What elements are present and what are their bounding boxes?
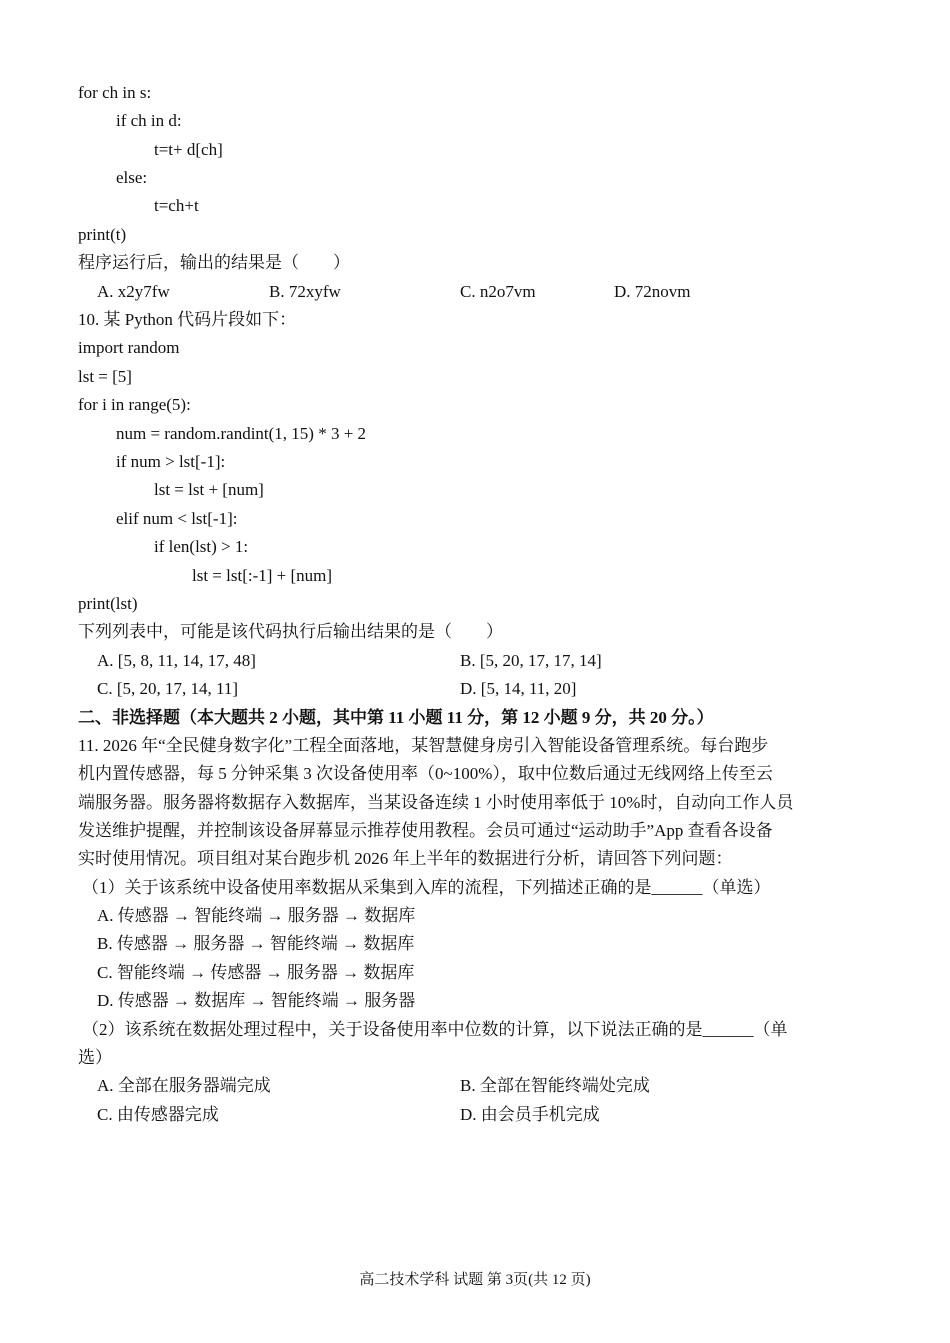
option-row bbox=[0, 278, 950, 306]
option-row bbox=[0, 1072, 950, 1100]
option-c: C. 由传感器完成 bbox=[97, 1105, 219, 1124]
option-a: A. x2y7fw bbox=[97, 282, 170, 301]
option-b: B. [5, 20, 17, 17, 14] bbox=[460, 651, 602, 670]
option-b: B. 传感器 → 服务器 → 智能终端 → 数据库 bbox=[97, 934, 415, 953]
question-title: 10. 某 Python 代码片段如下： bbox=[78, 310, 297, 329]
sub-question-2-cont: 选） bbox=[78, 1048, 112, 1067]
code-line: print(lst) bbox=[78, 594, 138, 613]
section-heading: 二、非选择题（本大题共 2 小题，其中第 11 小题 11 分，第 12 小题 9 分，共 20 分。） bbox=[78, 708, 714, 727]
code-line: lst = [5] bbox=[78, 367, 132, 386]
question-text: 程序运行后，输出的结果是（ ） bbox=[78, 253, 350, 272]
paragraph-line: 端服务器。服务器将数据存入数据库，当某设备连续 1 小时使用率低于 10%时，自动向工作人员 bbox=[78, 793, 794, 812]
option-d: D. [5, 14, 11, 20] bbox=[460, 679, 577, 698]
paragraph-line: 11. 2026 年“全民健身数字化”工程全面落地，某智慧健身房引入智能设备管理系统。每台跑步 bbox=[78, 736, 769, 755]
option-c: C. [5, 20, 17, 14, 11] bbox=[97, 679, 239, 698]
option-row bbox=[0, 647, 950, 675]
option-b: B. 72xyfw bbox=[269, 282, 341, 301]
option-d: D. 传感器 → 数据库 → 智能终端 → 服务器 bbox=[97, 991, 416, 1010]
option-a: A. 全部在服务器端完成 bbox=[97, 1076, 271, 1095]
code-line: t=t+ d[ch] bbox=[154, 140, 223, 159]
code-line: for i in range(5): bbox=[78, 395, 191, 414]
option-d: D. 72novm bbox=[614, 282, 691, 301]
option-a: A. [5, 8, 11, 14, 17, 48] bbox=[97, 651, 256, 670]
option-c: C. 智能终端 → 传感器 → 服务器 → 数据库 bbox=[97, 963, 415, 982]
sub-question-1: （1）关于该系统中设备使用率数据从采集到入库的流程，下列描述正确的是______（单选） bbox=[82, 878, 771, 897]
option-b: B. 全部在智能终端处完成 bbox=[460, 1076, 650, 1095]
code-line: for ch in s: bbox=[78, 83, 152, 102]
code-line: print(t) bbox=[78, 225, 127, 244]
paragraph-line: 机内置传感器，每 5 分钟采集 3 次设备使用率（0~100%），取中位数后通过无线网络上传至云 bbox=[78, 764, 773, 783]
option-d: D. 由会员手机完成 bbox=[460, 1105, 600, 1124]
option-c: C. n2o7vm bbox=[460, 282, 536, 301]
code-line: t=ch+t bbox=[154, 196, 199, 215]
paragraph-line: 发送维护提醒，并控制该设备屏幕显示推荐使用教程。会员可通过“运动助手”App 查看各设备 bbox=[78, 821, 773, 840]
code-line: if ch in d: bbox=[116, 111, 182, 130]
code-line: num = random.randint(1, 15) * 3 + 2 bbox=[116, 424, 367, 443]
code-line: if len(lst) > 1: bbox=[154, 537, 249, 556]
code-line: lst = lst + [num] bbox=[154, 480, 264, 499]
option-row bbox=[0, 1101, 950, 1129]
question-text: 下列列表中，可能是该代码执行后输出结果的是（ ） bbox=[78, 622, 503, 641]
paragraph-line: 实时使用情况。项目组对某台跑步机 2026 年上半年的数据进行分析，请回答下列问题： bbox=[78, 849, 733, 868]
code-line: if num > lst[-1]: bbox=[116, 452, 226, 471]
code-line: else: bbox=[116, 168, 148, 187]
code-line: import random bbox=[78, 338, 180, 357]
code-line: elif num < lst[-1]: bbox=[116, 509, 238, 528]
code-line: lst = lst[:-1] + [num] bbox=[192, 566, 333, 585]
page-footer: 高二技术学科 试题 第 3页(共 12 页) bbox=[359, 1272, 591, 1288]
option-a: A. 传感器 → 智能终端 → 服务器 → 数据库 bbox=[97, 906, 416, 925]
sub-question-2: （2）该系统在数据处理过程中，关于设备使用率中位数的计算，以下说法正确的是______（单 bbox=[82, 1020, 788, 1039]
option-row bbox=[0, 675, 950, 703]
